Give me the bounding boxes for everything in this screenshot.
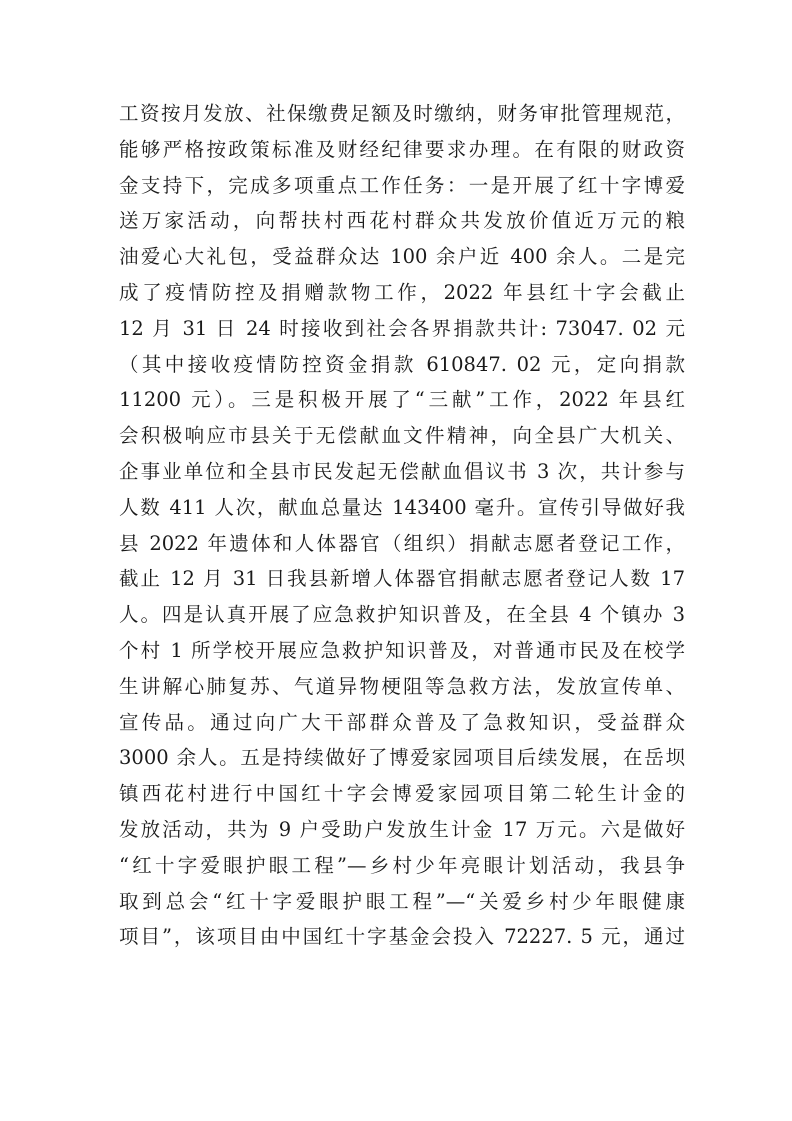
- text-line: 生讲解心肺复苏、气道异物梗阻等急救方法，发放宣传单、: [119, 674, 685, 698]
- text-line: 项目”，该项目由中国红十字基金会投入 72227. 5 元，通过: [119, 925, 685, 949]
- text-line: 成了疫情防控及捐赠款物工作，2022 年县红十字会截止: [119, 280, 685, 304]
- text-line: 取到总会“红十字爱眼护眼工程”—“关爱乡村少年眼健康: [119, 889, 685, 913]
- text-line: 12 月 31 日 24 时接收到社会各界捐款共计: 73047. 02 元: [119, 316, 685, 340]
- text-line: 11200 元）。三是积极开展了“三献”工作，2022 年县红: [119, 388, 685, 412]
- text-line: 镇西花村进行中国红十字会博爱家园项目第二轮生计金的: [119, 782, 685, 806]
- text-line: 截止 12 月 31 日我县新增人体器官捐献志愿者登记人数 17: [119, 567, 685, 591]
- text-line: （其中接收疫情防控资金捐款 610847. 02 元，定向捐款: [119, 352, 685, 376]
- text-line: 油爱心大礼包，受益群众达 100 余户近 400 余人。二是完: [119, 245, 685, 269]
- text-line: 3000 余人。五是持续做好了博爱家园项目后续发展，在岳坝: [119, 746, 685, 770]
- text-line: 人数 411 人次，献血总量达 143400 毫升。宣传引导做好我: [119, 495, 685, 519]
- text-line: 会积极响应市县关于无偿献血文件精神，向全县广大机关、: [119, 424, 685, 448]
- body-paragraph: [119, 96, 685, 955]
- text-line: “红十字爱眼护眼工程”—乡村少年亮眼计划活动，我县争: [119, 853, 685, 877]
- text-line: 送万家活动，向帮扶村西花村群众共发放价值近万元的粮: [119, 209, 685, 233]
- text-line: 能够严格按政策标准及财经纪律要求办理。在有限的财政资: [119, 137, 685, 161]
- text-line: 企事业单位和全县市民发起无偿献血倡议书 3 次，共计参与: [119, 459, 685, 483]
- text-line: 人。四是认真开展了应急救护知识普及，在全县 4 个镇办 3: [119, 603, 685, 627]
- text-line: 宣传品。通过向广大干部群众普及了急救知识，受益群众: [119, 710, 685, 734]
- text-line: 工资按月发放、社保缴费足额及时缴纳，财务审批管理规范，: [119, 102, 685, 125]
- text-line: 县 2022 年遗体和人体器官（组织）捐献志愿者登记工作，: [119, 531, 685, 555]
- text-line: 发放活动，共为 9 户受助户发放生计金 17 万元。六是做好: [119, 817, 685, 841]
- text-line: 个村 1 所学校开展应急救护知识普及，对普通市民及在校学: [119, 638, 685, 662]
- text-line: 金支持下，完成多项重点工作任务：一是开展了红十字博爱: [119, 173, 685, 197]
